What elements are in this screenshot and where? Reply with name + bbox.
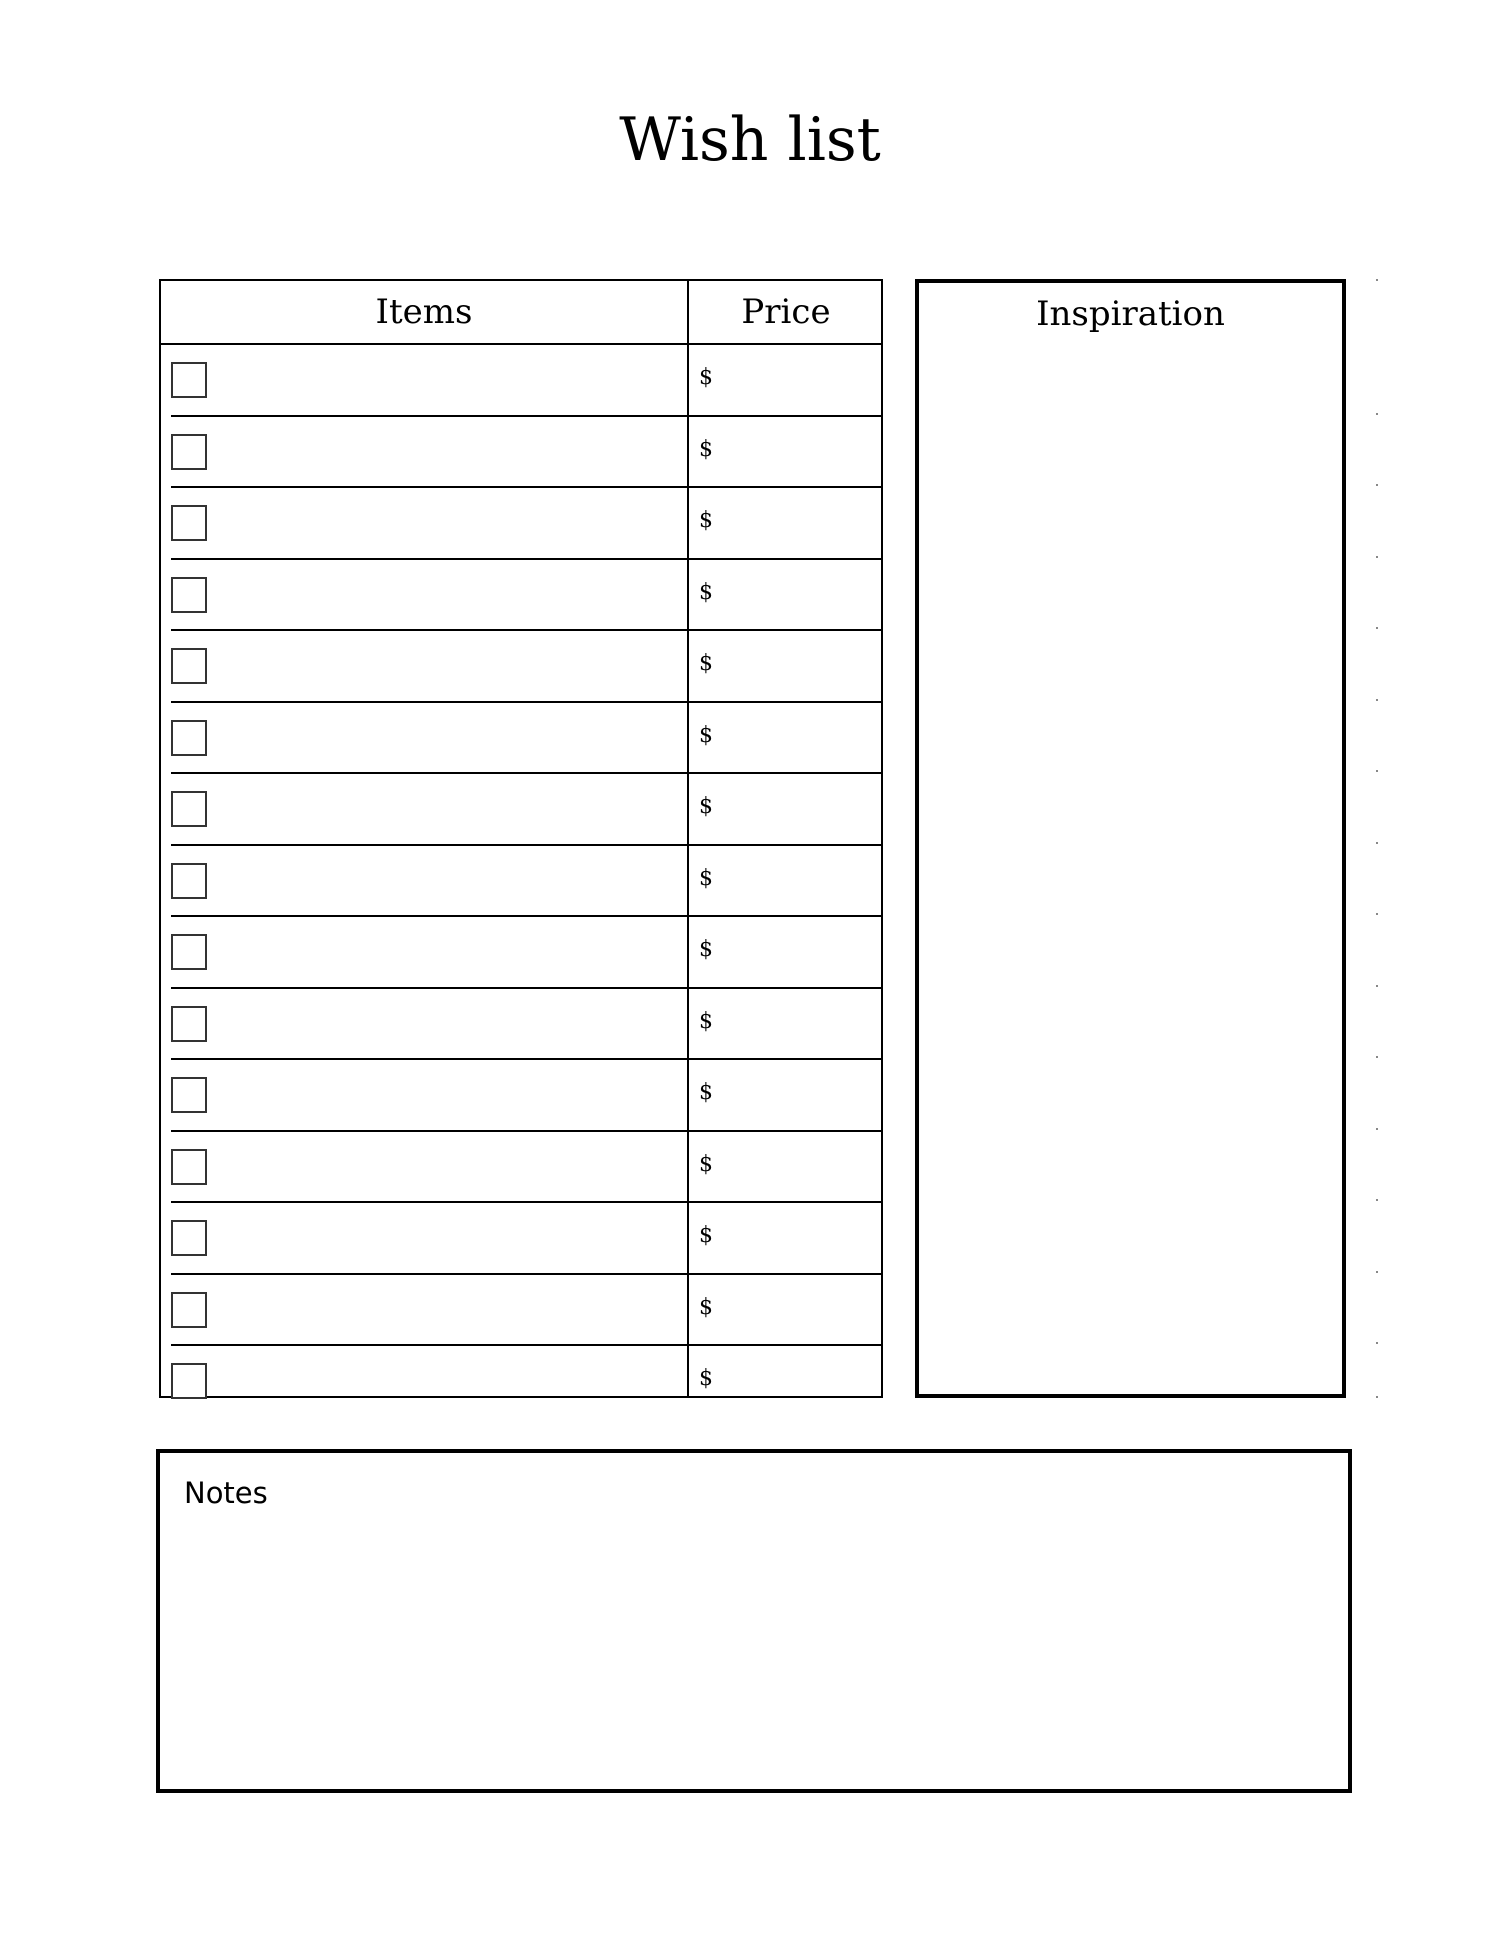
guide-dot [1376, 985, 1378, 987]
page-title: Wish list [619, 105, 881, 175]
item-checkbox[interactable] [171, 1363, 207, 1399]
guide-dot [1376, 556, 1378, 558]
item-checkbox[interactable] [171, 648, 207, 684]
price-dollar-sign: $ [699, 365, 713, 390]
wish-list-table [159, 279, 883, 1398]
price-dollar-sign: $ [699, 1294, 713, 1320]
price-dollar-sign: $ [699, 865, 713, 891]
item-checkbox[interactable] [171, 1077, 207, 1113]
price-dollar-sign: $ [699, 1151, 713, 1177]
table-row [161, 703, 881, 775]
price-dollar-sign: $ [699, 651, 713, 676]
notes-label: Notes [184, 1476, 268, 1510]
notes-box[interactable] [156, 1449, 1352, 1793]
table-row [161, 417, 881, 489]
guide-dot [1376, 770, 1378, 772]
table-row [161, 631, 881, 703]
table-row [161, 1346, 881, 1418]
item-checkbox[interactable] [171, 577, 207, 613]
item-checkbox[interactable] [171, 791, 207, 827]
item-checkbox[interactable] [171, 1006, 207, 1042]
table-row [161, 345, 881, 417]
guide-dot [1376, 484, 1378, 486]
dot-guide-column [1376, 279, 1380, 1398]
guide-dot [1376, 1128, 1378, 1130]
price-dollar-sign: $ [699, 1366, 713, 1391]
guide-dot [1376, 1342, 1378, 1344]
guide-dot [1376, 413, 1378, 415]
table-row [161, 560, 881, 632]
guide-dot [1376, 699, 1378, 701]
price-dollar-sign: $ [699, 579, 713, 605]
guide-dot [1376, 1199, 1378, 1201]
table-row [161, 1060, 881, 1132]
item-checkbox[interactable] [171, 434, 207, 470]
inspiration-label: Inspiration [1036, 294, 1225, 334]
table-header [161, 281, 881, 345]
table-row [161, 917, 881, 989]
guide-dot [1376, 1396, 1378, 1398]
table-row [161, 1275, 881, 1347]
price-dollar-sign: $ [699, 794, 713, 819]
guide-dot [1376, 1056, 1378, 1058]
price-dollar-sign: $ [699, 1008, 713, 1034]
guide-dot [1376, 913, 1378, 915]
price-dollar-sign: $ [699, 722, 713, 748]
table-row [161, 1203, 881, 1275]
guide-dot [1376, 842, 1378, 844]
guide-dot [1376, 627, 1378, 629]
guide-dot [1376, 1271, 1378, 1273]
table-row [161, 846, 881, 918]
item-checkbox[interactable] [171, 505, 207, 541]
table-row [161, 1132, 881, 1204]
items-column-header: Items [375, 292, 473, 332]
item-checkbox[interactable] [171, 362, 207, 398]
table-row [161, 989, 881, 1061]
table-row [161, 774, 881, 846]
item-checkbox[interactable] [171, 720, 207, 756]
inspiration-box[interactable] [915, 279, 1346, 1398]
price-dollar-sign: $ [699, 436, 713, 462]
item-checkbox[interactable] [171, 934, 207, 970]
guide-dot [1376, 279, 1378, 281]
item-checkbox[interactable] [171, 1149, 207, 1185]
price-column-header: Price [741, 292, 831, 332]
price-dollar-sign: $ [699, 937, 713, 962]
table-row [161, 488, 881, 560]
price-dollar-sign: $ [699, 1223, 713, 1248]
item-checkbox[interactable] [171, 863, 207, 899]
item-checkbox[interactable] [171, 1220, 207, 1256]
table-rows [161, 345, 881, 1418]
item-checkbox[interactable] [171, 1292, 207, 1328]
price-dollar-sign: $ [699, 508, 713, 533]
price-dollar-sign: $ [699, 1080, 713, 1105]
